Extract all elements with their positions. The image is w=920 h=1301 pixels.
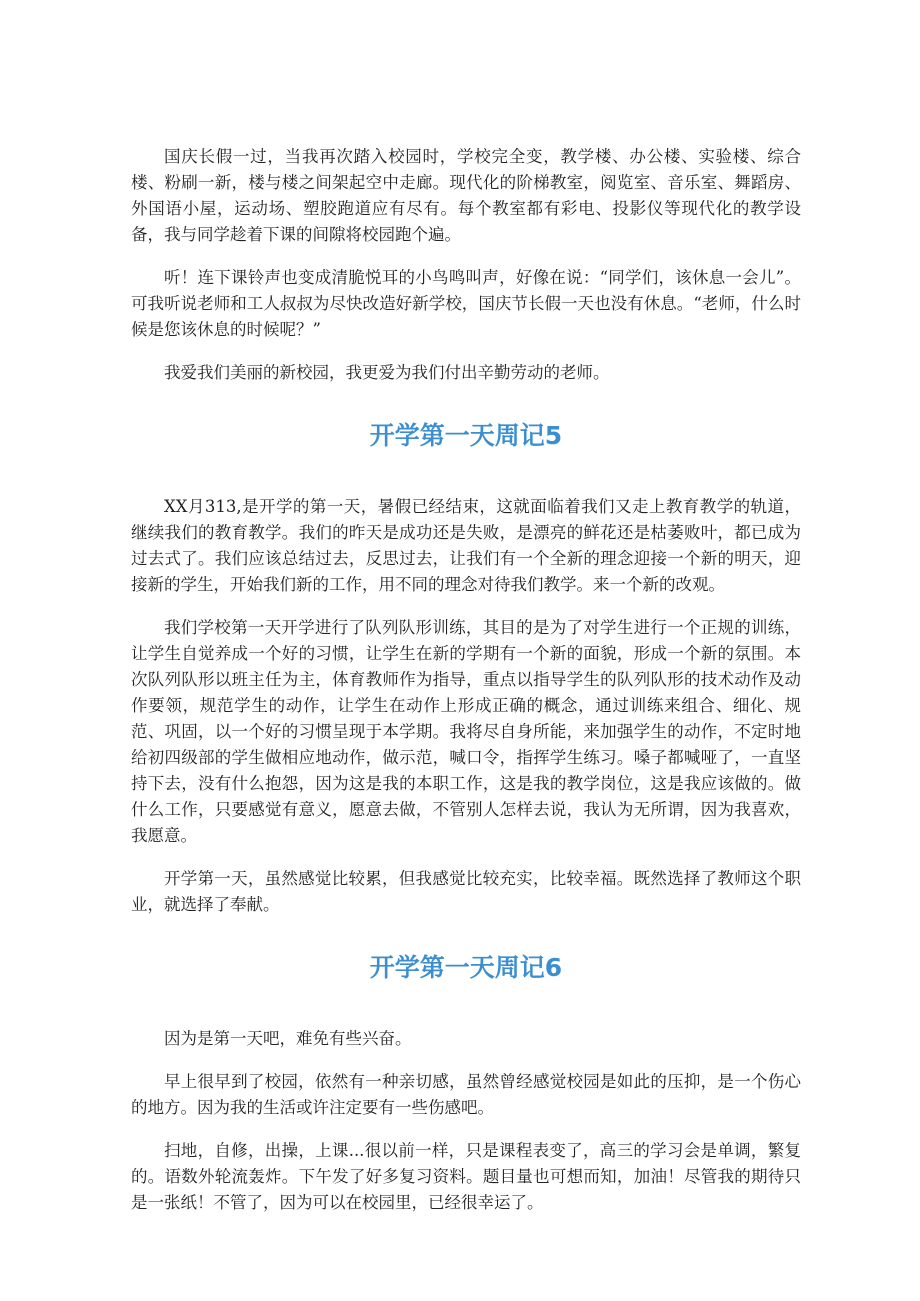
paragraph: 我爱我们美丽的新校园，我更爱为我们付出辛勤劳动的老师。	[164, 363, 610, 382]
paragraph: 我们学校第一天开学进行了队列队形训练，其目的是为了对学生进行一个正规的训练，让学生自觉养成一个好的习惯，让学生在新的学期有一个新的面貌，形成一个新的氛围。本次队列队形以班主任为主，体育教师作为指导，重点以指导学生的队列队形的技术动作及动作要领，规范学生的动作，让学生在动作上形成正确的概念，通过训练来组合、细化、规范、巩固，以一个好的习惯呈现于本学期。我将尽自身所能，来加强学生的动作，不定时地给初四级部的学生做相应地动作，做示范，喊口令，指挥学生练习。嗓子都喊哑了，一直坚持下去，没有什么抱怨，因为这是我的本职工作，这是我的教学岗位，这是我应该做的。做什么工作，只要感觉有意义，愿意去做，不管别人怎样去说，我认为无所谓，因为我喜欢，我愿意。	[131, 618, 801, 845]
document-page	[131, 144, 801, 1233]
paragraph: 早上很早到了校园，依然有一种亲切感，虽然曾经感觉校园是如此的压抑，是一个伤心的地方。因为我的生活或许注定要有一些伤感吧。	[131, 1072, 801, 1117]
paragraph: XX月313,是开学的第一天，暑假已经结束，这就面临着我们又走上教育教学的轨道，继续我们的教育教学。我们的昨天是成功还是失败，是漂亮的鲜花还是枯萎败叶，都已成为过去式了。我们应该总结过去，反思过去，让我们有一个全新的理念迎接一个新的明天，迎接新的学生，开始我们新的工作，用不同的理念对待我们教学。来一个新的改观。	[131, 497, 801, 594]
paragraph: 因为是第一天吧，难免有些兴奋。	[164, 1029, 412, 1048]
section-heading: 开学第一天周记6	[369, 953, 563, 982]
section-heading: 开学第一天周记5	[369, 421, 563, 450]
paragraph: 国庆长假一过，当我再次踏入校园时，学校完全变，教学楼、办公楼、实验楼、综合楼、粉刷一新，楼与楼之间架起空中走廊。现代化的阶梯教室，阅览室、音乐室、舞蹈房、外国语小屋，运动场、塑胶跑道应有尽有。每个教室都有彩电、投影仪等现代化的教学设备，我与同学趁着下课的间隙将校园跑个遍。	[131, 147, 801, 244]
paragraph: 听！连下课铃声也变成清脆悦耳的小鸟鸣叫声，好像在说：“同学们，该休息一会儿”。可我听说老师和工人叔叔为尽快改造好新学校，国庆节长假一天也没有休息。“老师，什么时候是您该休息的时候呢？”	[131, 268, 801, 339]
paragraph: 扫地，自修，出操，上课...很以前一样，只是课程表变了，高三的学习会是单调，繁复的。语数外轮流轰炸。下午发了好多复习资料。题目量也可想而知，加油！尽管我的期待只是一张纸！不管了，因为可以在校园里，已经很幸运了。	[131, 1141, 801, 1212]
paragraph: 开学第一天，虽然感觉比较累，但我感觉比较充实，比较幸福。既然选择了教师这个职业，就选择了奉献。	[131, 869, 801, 914]
